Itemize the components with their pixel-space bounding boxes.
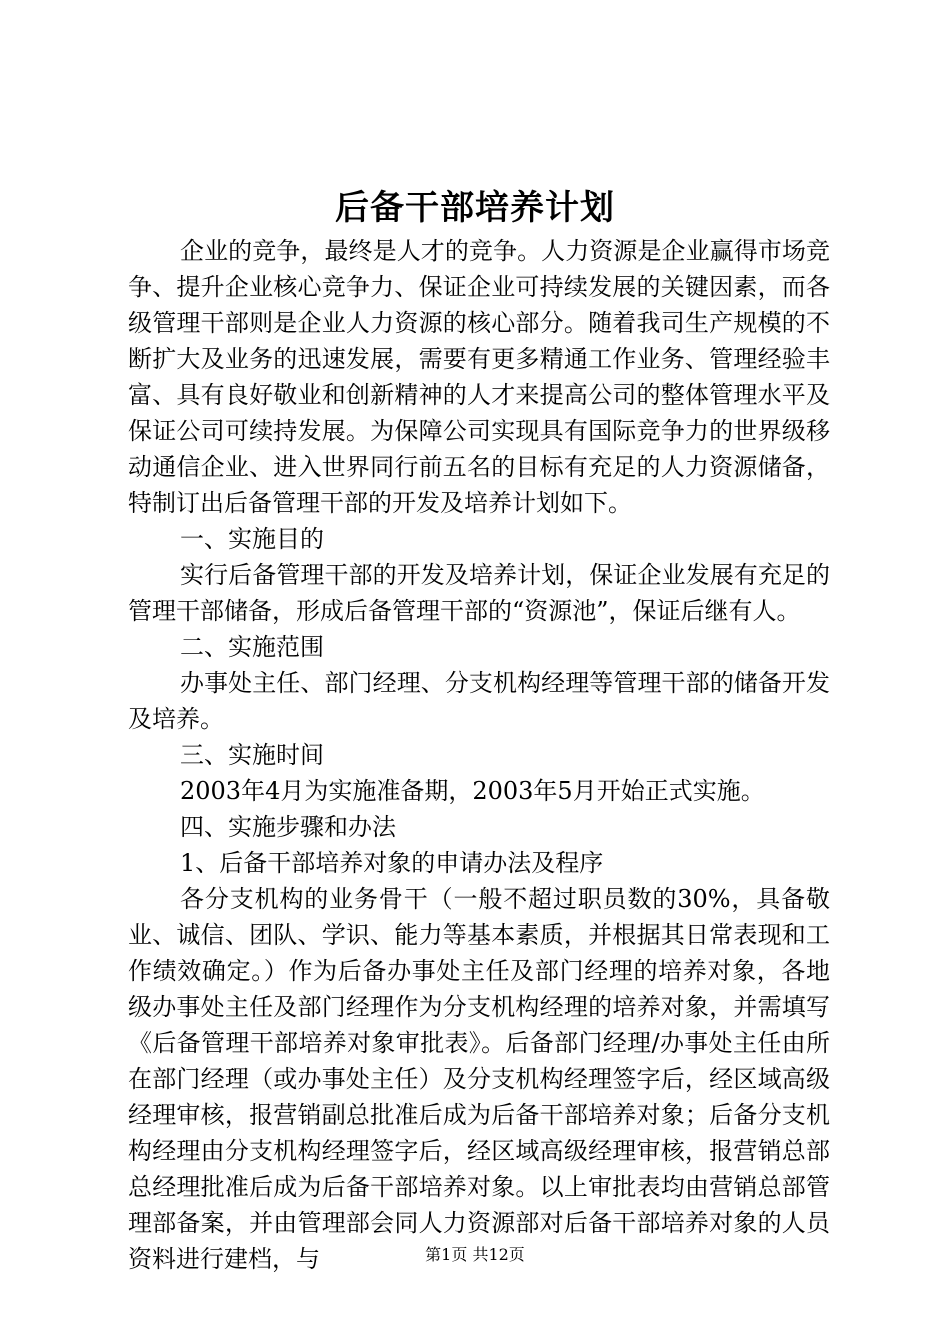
section-heading-purpose: 一、实施目的 [180,525,324,553]
intro-paragraph: 企业的竞争，最终是人才的竞争。人力资源是企业赢得市场竞争、提升企业核心竞争力、保证企业可持续发展的关键因素，而各级管理干部则是企业人力资源的核心部分。随着我司生产规模的不断扩大及业务的迅速发展，需要有更多精通工作业务、管理经验丰富、具有良好敬业和创新精神的人才来提高公司的整体管理水平及保证公司可续持发展。为保障公司实现具有国际竞争力的世界级移动通信企业、进入世界同行前五名的目标有充足的人力资源储备，特制订出后备管理干部的开发及培养计划如下。 [128,237,830,517]
time-paragraph: 2003年4月为实施准备期，2003年5月开始正式实施。 [180,777,765,805]
section-heading-scope: 二、实施范围 [180,633,324,661]
document-body [128,233,830,1277]
section-heading-time: 三、实施时间 [180,741,324,769]
purpose-paragraph: 实行后备管理干部的开发及培养计划，保证企业发展有充足的管理干部储备，形成后备管理干部的“资源池”，保证后继有人。 [128,561,830,625]
scope-paragraph: 办事处主任、部门经理、分支机构经理等管理干部的储备开发及培养。 [128,669,830,733]
section-heading-steps: 四、实施步骤和办法 [180,813,396,841]
application-paragraph: 各分支机构的业务骨干（一般不超过职员数的30%，具备敬业、诚信、团队、学识、能力等基本素质，并根据其日常表现和工作绩效确定。）作为后备办事处主任及部门经理的培养对象，各地级办事处主任及部门经理作为分支机构经理的培养对象，并需填写《后备管理干部培养对象审批表》。后备部门经理/办事处主任由所在部门经理（或办事处主任）及分支机构经理签字后，经区域高级经理审核，报营销副总批准后成为后备干部培养对象；后备分支机构经理由分支机构经理签字后，经区域高级经理审核，报营销总部总经理批准后成为后备干部培养对象。以上审批表均由营销总部管理部备案，并由管理部会同人力资源部对后备干部培养对象的人员资料进行建档，与 [128,885,830,1273]
document-title: 后备干部培养计划 [335,188,615,228]
subsection-heading-application: 1、后备干部培养对象的申请办法及程序 [180,849,604,877]
page-footer: 第1页 共12页 [425,1245,525,1264]
